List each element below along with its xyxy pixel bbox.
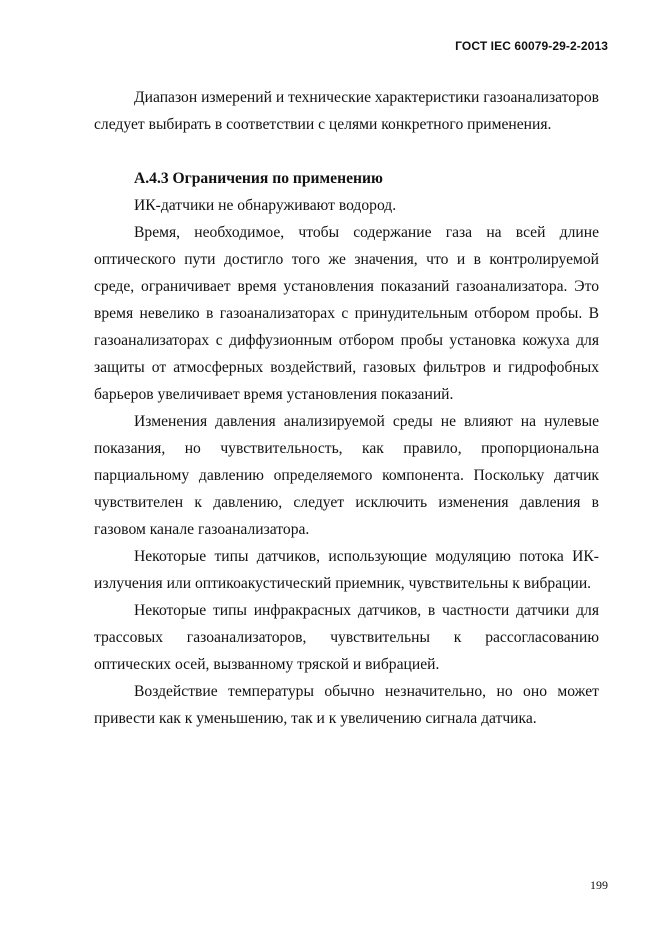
paragraph-pressure: Изменения давления анализируемой среды не влияют на нулевые показания, но чувствительность, как правило, пропорциональна парциальному давлению определяемого компонента. Поскольку датчик чувствителен к давлению, следует исключить изменения давления в газовом канале газоанализатора. — [94, 413, 599, 538]
standard-code-header: ГОСТ IEC 60079-29-2-2013 — [455, 39, 608, 53]
paragraph-response-time: Время, необходимое, чтобы содержание газа на всей длине оптического пути достигло того же значения, что и в контролируемой среде, ограничивает время установления показаний газоанализатора. Это время невелико в газоанализаторах с принудительным отбором пробы. В газоанализаторах с диффузионным отбором пробы установка кожуха для защиты от атмосферных воздействий, газовых фильтров и гидрофобных барьеров увеличивает время установления показаний. — [94, 224, 599, 403]
page-number: 199 — [590, 878, 608, 892]
section-heading: А.4.3 Ограничения по применению — [134, 170, 383, 187]
paragraph-misalignment: Некоторые типы инфракрасных датчиков, в частности датчики для трассовых газоанализаторов, чувствительны к рассогласованию оптических осей, вызванному тряской и вибрацией. — [94, 602, 599, 673]
paragraph-temperature: Воздействие температуры обычно незначительно, но оно может привести как к уменьшению, так и к увеличению сигнала датчика. — [94, 683, 599, 727]
paragraph-vibration: Некоторые типы датчиков, использующие модуляцию потока ИК-излучения или оптикоакустический приемник, чувствительны к вибрации. — [94, 548, 599, 592]
paragraph-no-hydrogen: ИК-датчики не обнаруживают водород. — [134, 197, 397, 214]
document-body — [94, 84, 599, 732]
intro-paragraph: Диапазон измерений и технические характеристики газоанализаторов следует выбирать в соответствии с целями конкретного применения. — [94, 89, 599, 133]
